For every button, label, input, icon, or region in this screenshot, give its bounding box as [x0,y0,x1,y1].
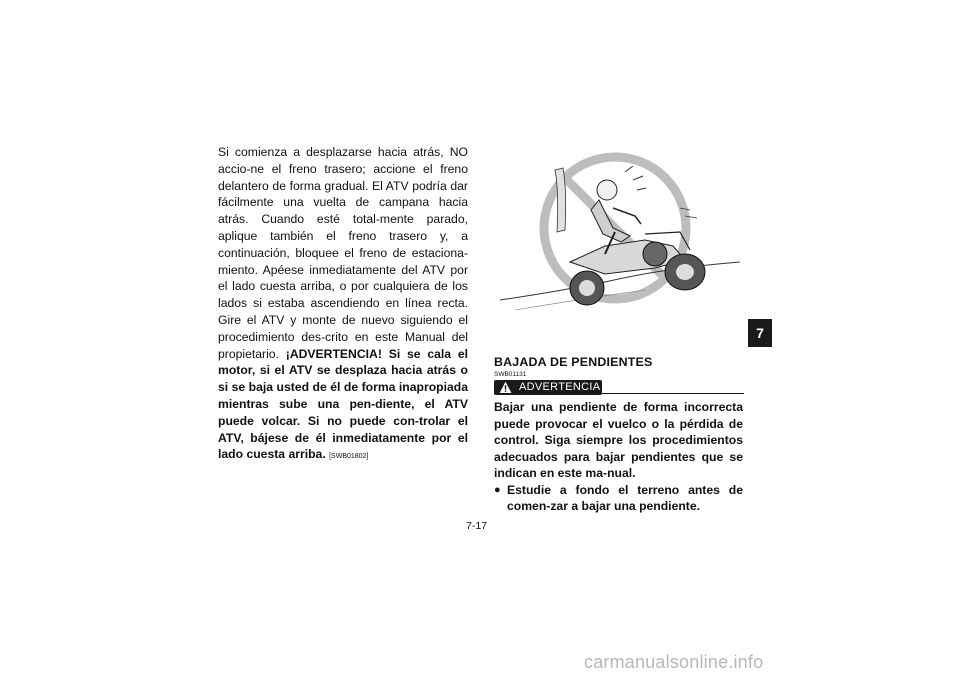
watermark: carmanualsonline.info [584,652,764,672]
bullet-text: Estudie a fondo el terreno antes de comen-zar a bajar una pendiente. [507,482,743,513]
section-title: BAJADA DE PENDIENTES [494,355,653,369]
warning-tag [494,380,602,395]
chapter-tab: 7 [748,319,772,347]
warning-paragraph [218,347,468,462]
warning-triangle-icon [499,381,512,394]
warning-text: ¡ADVERTENCIA! Si se cala el motor, si el ATV se desplaza hacia atrás o si se baja usted de él de forma inapropiada mientras sube una pen-diente, el ATV puede volcar. Si no puede con-trolar el ATV, bájese de él inmediatamente por el lado cuesta arriba. [218,346,468,462]
section-code: SWB01131 [494,371,527,378]
bullet-icon: ● [494,483,501,496]
body-paragraph: Si comienza a desplazarse hacia atrás, NO accio-ne el freno trasero; accione el freno delantero de forma gradual. El ATV podría dar fácilmente una vuelta de campana hacia atrás. Cuando esté total-mente parado, aplique también el freno trasero y, a continuación, bloquee el freno de estaciona-miento. Apéese inmediatamente del ATV por el lado cuesta arriba, o por cualquiera de los lados si estaba ascendiendo en línea recta. Gire el ATV y monte de nuevo siguiendo el procedimiento des-crito en este Manual del propietario. [218,145,468,361]
warning-code: [SWB01802] [329,453,369,461]
page-number: 7-17 [466,520,488,532]
list-item [494,482,743,515]
warning-header [494,380,744,396]
atv-prohibited-illustration [495,150,743,340]
warning-rule [602,393,744,394]
warning-label: ADVERTENCIA [519,381,601,393]
left-column [218,144,468,466]
warning-text-block: Bajar una pendiente de forma incorrecta puede provocar el vuelco o la pérdida de control. Siga siempre los procedimientos adecuados para bajar pendientes que se indican en este ma-nual. [494,400,743,480]
right-column [494,399,743,515]
